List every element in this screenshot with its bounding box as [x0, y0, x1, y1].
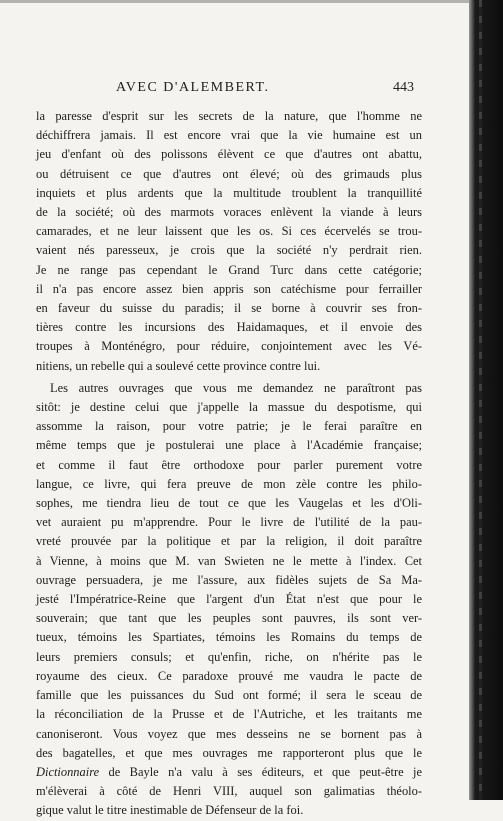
- text-line: famille que les puissances du Sud ont formé; il sera le sceau de: [36, 688, 422, 703]
- text-line: jesté l'Impératrice-Reine que l'argent d'un État n'est que pour le: [36, 592, 422, 607]
- text-line: vaient nés paresseux, je crois que la société n'y perdrait rien.: [36, 243, 422, 258]
- text-line: ou détruisent ce que d'autres ont élevé; où des grimauds plus: [36, 166, 422, 181]
- italic-book-title: Dictionnaire: [36, 764, 100, 779]
- scan-top-edge: [0, 0, 470, 3]
- text-line: en faveur du suisse du paradis; il se borne à couvrir ses fron-: [36, 301, 422, 316]
- text-line: la paresse d'esprit sur les secrets de la nature, que l'homme ne: [36, 109, 422, 123]
- text-line: leurs premiers consuls; et qu'enfin, riche, on n'hérite pas le: [36, 649, 422, 664]
- text-line-with-italic-title: Dictionnaire de Bayle n'a valu à ses éditeurs, et que peut-être je: [36, 764, 422, 779]
- text-line: troupes à Monténégro, pour réduire, conjointement avec les Vé-: [36, 339, 422, 354]
- page-header: [36, 80, 422, 102]
- running-title: AVEC D'ALEMBERT.: [116, 80, 270, 95]
- text-line: de la société; où des marmots voraces enlèvent la viande à leurs: [36, 205, 422, 220]
- body-text: [36, 107, 422, 821]
- text-line: assomme la raison, pour votre patrie; je le ferai paraître en: [36, 419, 422, 434]
- text-line: tières contre les incursions des Haidamaques, et il envoie des: [36, 320, 422, 335]
- text-line: des bagatelles, et que mes ouvrages me rapporteront plus que le: [36, 745, 422, 760]
- text-line: la réconciliation de la Prusse et de l'Autriche, et les traitants me: [36, 707, 422, 722]
- text-line: sophes, me tiendra lieu de tout ce que les Vaugelas et les d'Oli-: [36, 496, 422, 511]
- text-line: souverain; que tant que les peuples sont pauvres, ils sont ver-: [36, 611, 422, 626]
- text-line: nitiens, un rebelle qui a soulevé cette province contre lui.: [36, 358, 321, 373]
- paragraph-1: [36, 107, 422, 376]
- text-line: à Vienne, à moins que M. van Swieten ne le mette à l'index. Cet: [36, 553, 422, 568]
- text-line: gique valut le titre inestimable de Défenseur de la foi.: [36, 803, 304, 818]
- text-line: il n'a pas encore assez bien appris son catéchisme pour ferrailler: [36, 281, 422, 296]
- text-line: Je ne range pas cependant le Grand Turc dans cette catégorie;: [36, 262, 422, 277]
- text-line: ouvrage persuadera, je me l'assure, aux fidèles sujets de Sa Ma-: [36, 572, 422, 587]
- text-line: Les autres ouvrages que vous me demandez ne paraîtront pas: [50, 380, 422, 395]
- page-number: 443: [393, 80, 414, 95]
- text-line: royaume des cieux. Ce paradoxe prouvé me vaudra le pacte de: [36, 668, 422, 683]
- text-line: sitôt: je destine celui que j'appelle la massue du despotisme, qui: [36, 400, 422, 415]
- text-line: même temps que je postulerai une place à l'Académie française;: [36, 438, 422, 453]
- text-line: canoniseront. Vous voyez que mes desseins ne se bornent pas à: [36, 726, 422, 741]
- text-line: vreté prouvée par la politique et par la religion, il doit paraître: [36, 534, 422, 549]
- text-line: vet auraient pu m'apprendre. Pour le livre de l'utilité de la pau-: [36, 515, 422, 530]
- text-line: tueux, témoins les Spartiates, témoins les Romains du temps de: [36, 630, 422, 645]
- scan-dark-margin: [469, 0, 503, 800]
- text-line: déchiffrera jamais. Il est encore vrai que la vie humaine est un: [36, 128, 422, 143]
- paragraph-2: [36, 379, 422, 821]
- text-line: langue, ce livre, qui fera preuve de mon zèle contre les philo-: [36, 476, 422, 491]
- text-line: camarades, et ne leur laissent que les os. Si ces écervelés se trou-: [36, 224, 422, 239]
- text-line: inquiets et plus ardents que la multitude troublent la tranquillité: [36, 185, 422, 200]
- text-line: et comme il faut être orthodoxe pour parler purement votre: [36, 457, 422, 472]
- text-line: m'élèverai à côté de Henri VIII, auquel son galimatias théolo-: [36, 784, 422, 799]
- text-line: jeu d'enfant où des polissons élèvent ce que d'autres ont abattu,: [36, 147, 422, 162]
- book-page: [36, 80, 422, 821]
